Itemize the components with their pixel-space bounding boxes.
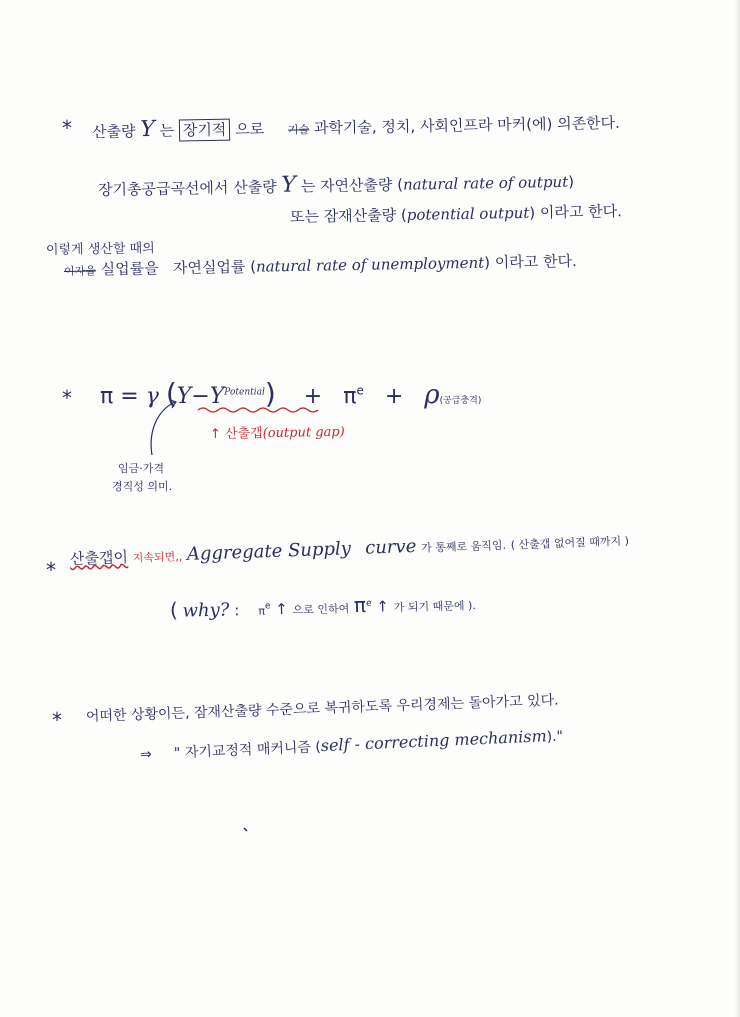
text: ) 이라고 한다. [484,252,577,272]
paren: ( [169,597,179,622]
text: 장기총공급곡선에서 산출량 [97,177,277,199]
double-arrow-icon: ⇒ [139,746,153,763]
english-term: natural rate of output [402,172,569,194]
note-line-4a: 이렇게 생산할 때의 [45,241,155,258]
text: 산출갭이 [69,547,129,568]
text: 또는 잠재산출량 ( [289,205,407,226]
english-term: natural rate of unemployment [255,253,485,276]
up-arrow-icon: ↑ [275,599,289,619]
note-line-6 [170,592,476,621]
paren-note: ( 산출갭 없어질 때까지 ) [510,534,630,552]
var-pi-e: π [353,592,367,618]
bullet-star: * [52,708,62,732]
text: 과학기술, 정치, 사회인프라 마커(에) 의존한다. [313,113,621,138]
stray-mark [244,828,247,831]
bullet-star: * [62,116,72,140]
superscript: Potential [224,387,265,398]
note-line-3 [290,204,622,225]
scan-edge-shadow [734,0,740,1017]
text: 실업률을 [100,259,159,279]
english-term: curve [364,535,417,559]
var-pi-e: π [343,384,357,409]
english-term: self - correcting mechanism [320,726,548,756]
var-rho: ρ [424,380,440,410]
bullet-star: * [62,386,72,410]
paren: ) [264,377,276,410]
colon: : [233,601,240,620]
text: 으로 인하여 [292,602,350,617]
struck-word: 이자율 [63,264,97,278]
text: 가 되기 때문에 ). [393,598,477,615]
english-term: potential output [406,203,530,224]
text: 는 자연산출량 ( [300,175,404,196]
var-pi: π [100,384,114,409]
up-arrow-icon: ↑ [209,426,222,442]
text: 산출갭 [224,426,263,442]
text: 으로 [234,119,265,139]
minus-sign: − [191,384,210,409]
var-y-potential: Y [209,384,225,409]
text: 산출량 [91,122,136,141]
note-line-5 [70,530,629,568]
var-y: Y [281,172,297,198]
output-gap-label [210,426,345,441]
equals-sign: = [120,384,139,409]
rho-note: (공급충격) [439,396,482,406]
superscript: e [264,601,271,612]
plus-sign: + [384,384,404,409]
gamma-note-2: 경직성 의미. [112,480,173,493]
boxed-word: 장기적 [179,119,231,142]
text: ) 이라고 한다. [529,202,623,222]
text: ) [568,172,575,191]
english-term: (output gap) [262,424,345,442]
english-term: Aggregate Supply [186,538,352,565]
var-y: Y [176,384,192,409]
note-line-7: 어떠한 상황이든, 잠재산출량 수준으로 복귀하도록 우리경제는 돌아가고 있다. [85,692,559,725]
note-line-1 [92,111,620,142]
bullet-star: * [46,558,56,582]
text: 는 [159,121,175,140]
note-line-4b [64,254,577,278]
text: " 자기교정적 매커니즘 ( [173,739,322,762]
red-text: 지속되면,, [132,550,183,565]
note-line-2 [98,170,574,200]
up-arrow-icon: ↑ [376,597,390,616]
text: )." [546,728,564,746]
gamma-note-1: 임금·가격 [118,462,165,475]
var-gamma: γ [145,384,159,409]
phillips-equation [100,377,482,410]
superscript: e [365,598,372,609]
superscript: e [356,383,364,398]
struck-word: 기술 [287,123,310,137]
var-y: Y [140,116,155,143]
note-line-8 [140,728,564,762]
paren: ( [165,377,177,410]
text: 자연실업률 ( [172,257,257,278]
plus-sign: + [303,384,323,409]
why-word: why? [182,599,230,622]
text: 가 통째로 움직임. [420,538,507,555]
var-pi: π [258,604,266,618]
